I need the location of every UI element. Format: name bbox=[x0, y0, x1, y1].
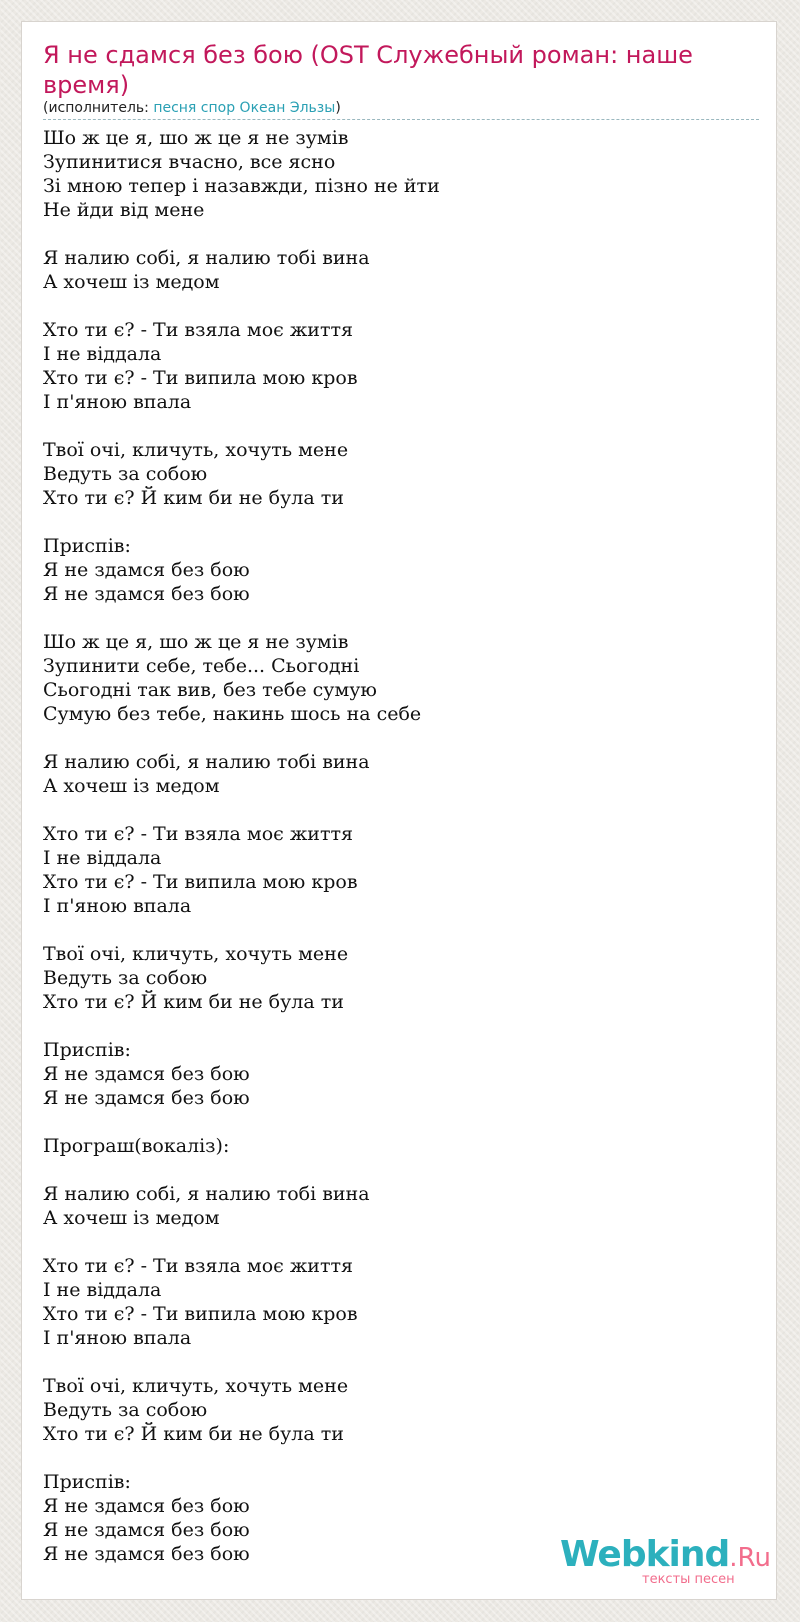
logo-tld: .Ru bbox=[729, 1543, 771, 1573]
artist-link[interactable]: песня спор Океан Эльзы bbox=[153, 100, 336, 116]
lyrics-text: Шо ж це я, шо ж це я не зумів Зупинитися вчасно, все ясно Зі мною тепер і назавжди, пізно не йти Не йди від мене Я налию собі, я налию тобі вина А хочеш із медом Хто ти є? - Ти взяла моє життя І не віддала Хто ти є? - Ти випила мою кров І п'яною впала Твої очі, кличуть, хочуть мене Ведуть за собою Хто ти є? Й ким би не була ти Приспів: Я не здамся без бою Я не здамся без бою Шо ж це я, шо ж це я не зумів Зупинити себе, тебе... Сьогодні Сьогодні так вив, без тебе сумую Сумую без тебе, накинь шось на себе Я налию собі, я налию тобі вина А хочеш із медом Хто ти є? - Ти взяла моє життя І не віддала Хто ти є? - Ти випила мою кров І п'яною впала Твої очі, кличуть, хочуть мене Ведуть за собою Хто ти є? Й ким би не була ти Приспів: Я не здамся без бою Я не здамся без бою Програш(вокаліз): Я налию собі, я налию тобі вина А хочеш із медом Хто ти є? - Ти взяла моє життя І не віддала Хто ти є? - Ти випила мою кров І п'яною впала Твої очі, кличуть, хочуть мене Ведуть за собою Хто ти є? Й ким би не була ти Приспів: Я не здамся без бою Я не здамся без бою Я не здамся без бою bbox=[43, 127, 440, 1565]
logo-subtitle: тексты песен bbox=[642, 1572, 735, 1587]
webkind-logo[interactable] bbox=[560, 1535, 770, 1593]
artist-prefix: (исполнитель: bbox=[43, 100, 154, 116]
lyrics-card bbox=[21, 21, 777, 1600]
artist-suffix: ) bbox=[335, 100, 341, 116]
title-divider bbox=[43, 119, 759, 120]
artist-line bbox=[43, 99, 759, 117]
logo-main-text: Webkind bbox=[560, 1534, 730, 1575]
page-title: Я не сдамся без бою (OST Служебный роман: наше время) bbox=[43, 41, 693, 99]
